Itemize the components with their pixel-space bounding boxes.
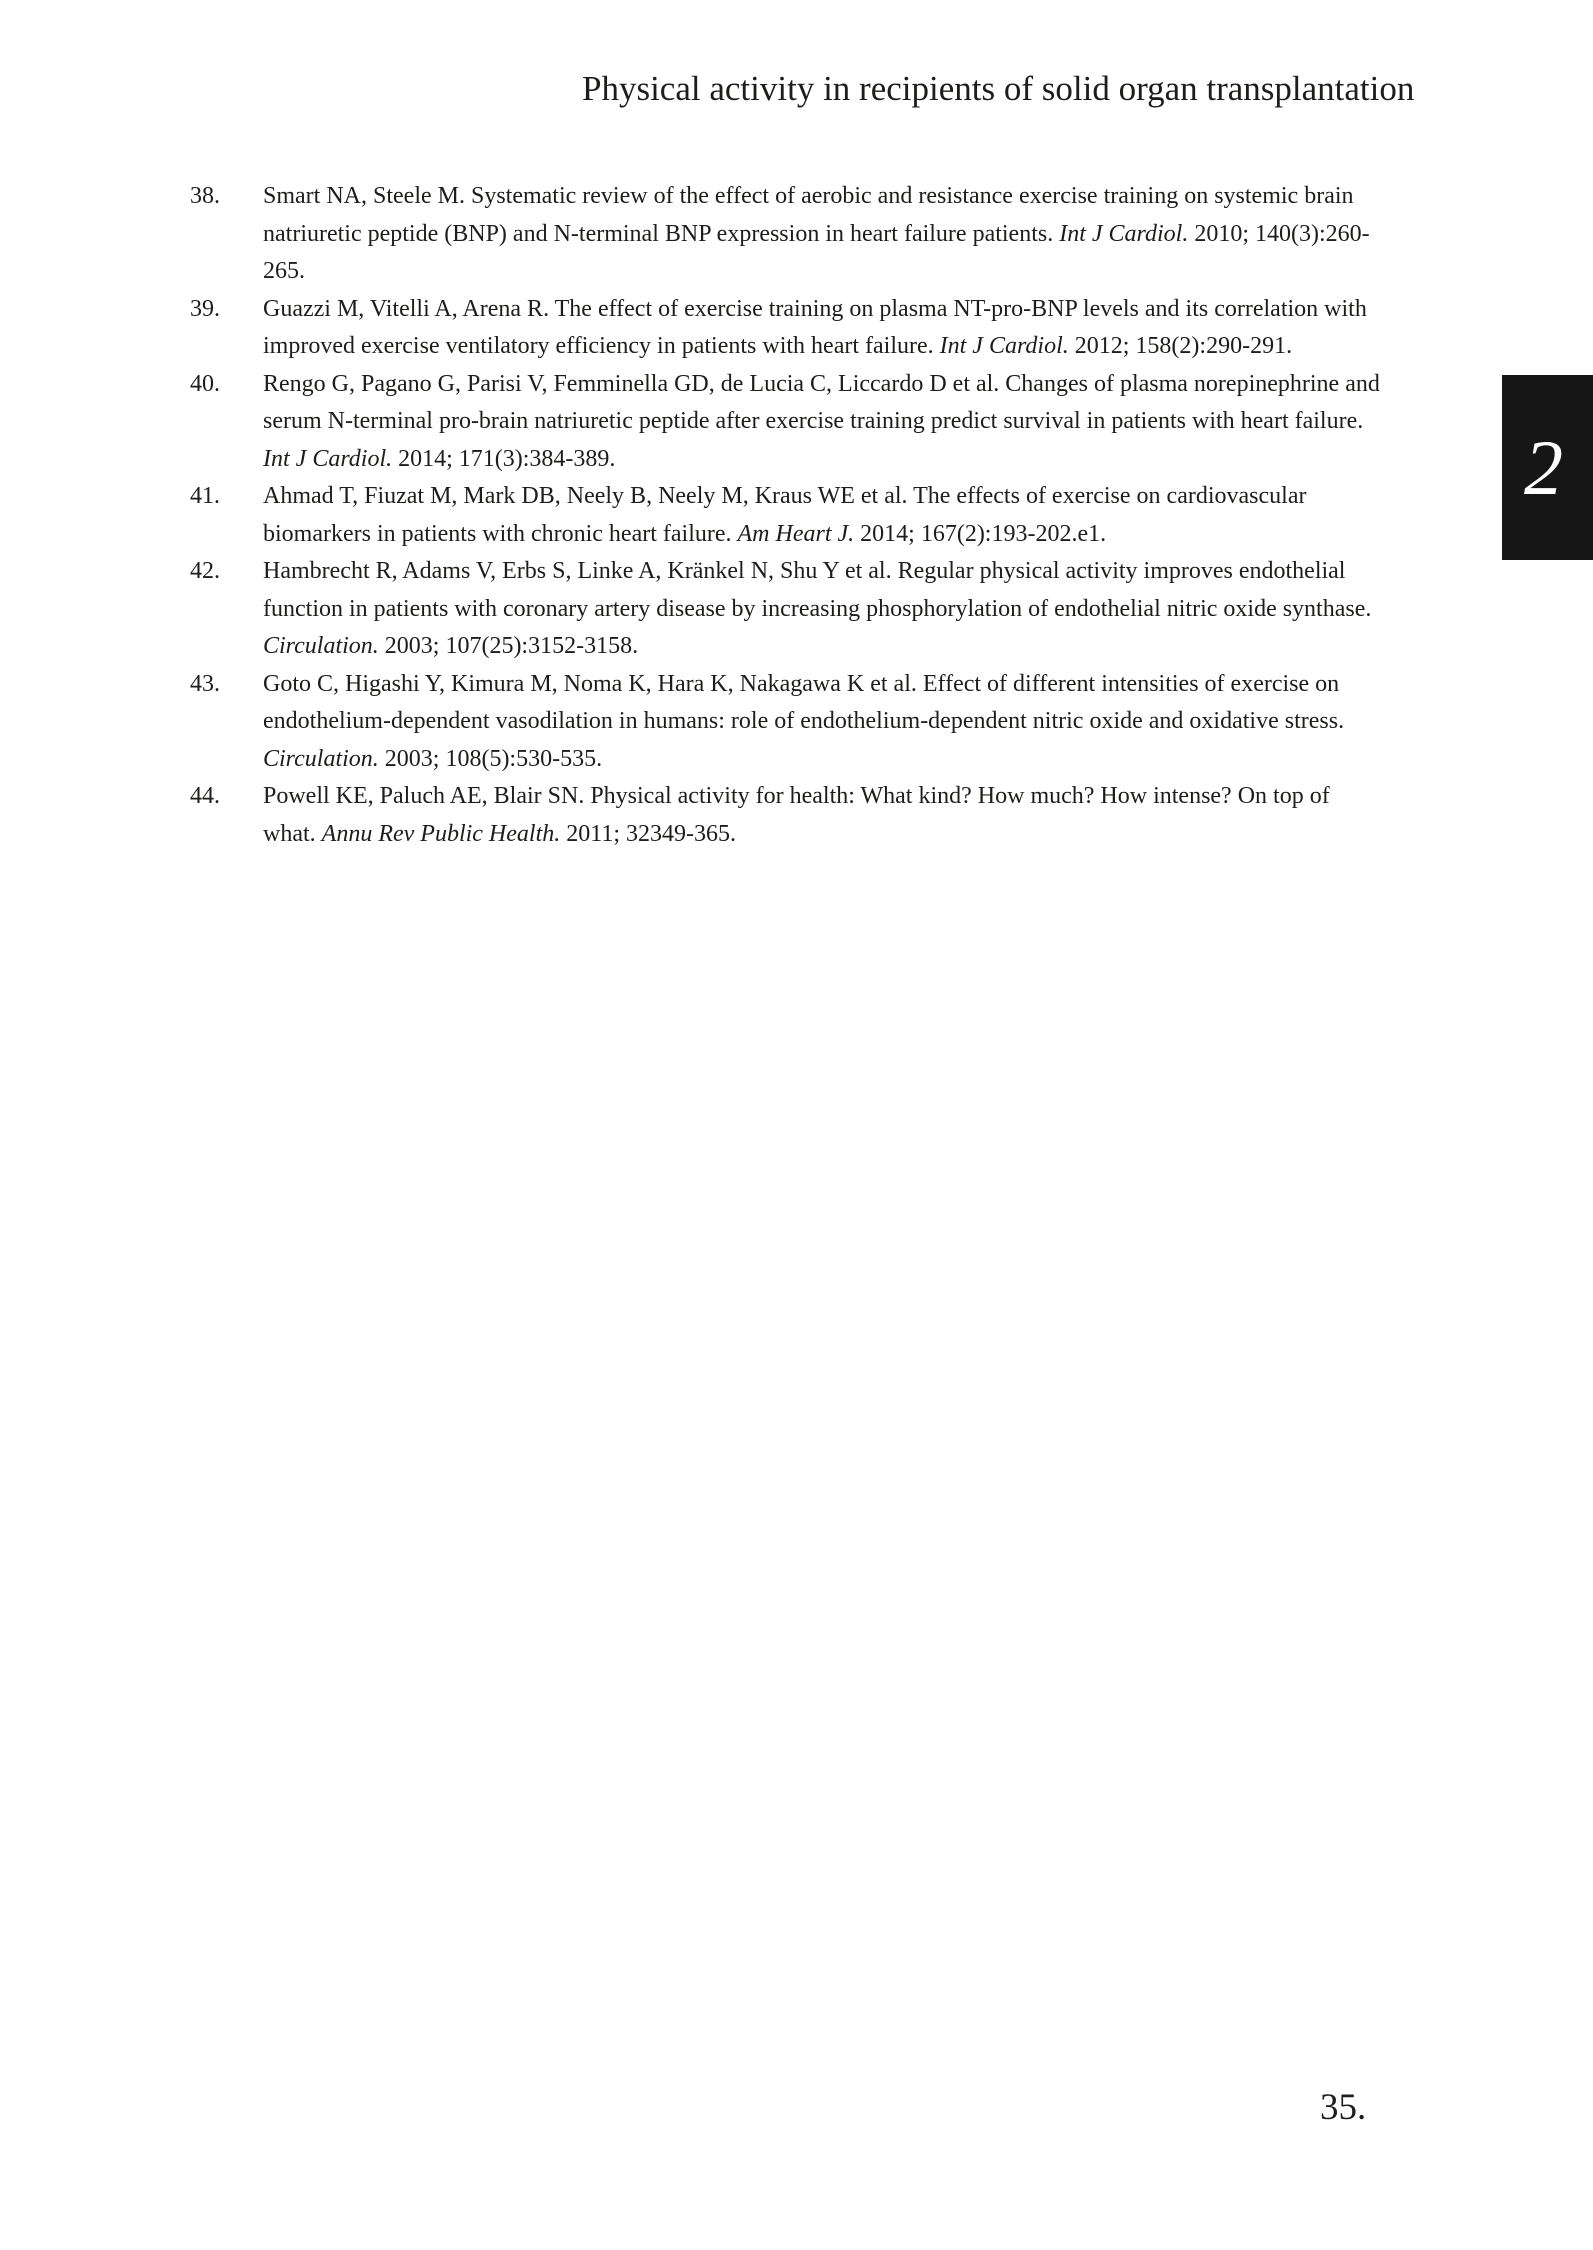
reference-text: Guazzi M, Vitelli A, Arena R. The effect of exercise training on plasma NT-pro-BNP levels and its correlation with improved exercise ventilatory efficiency in patients with heart failure. Int J Cardiol. 2012; 158(2):290-291.: [263, 295, 1367, 359]
reference-number: 38.: [190, 183, 220, 209]
reference-item: [190, 666, 1390, 779]
reference-item: [190, 478, 1390, 553]
reference-number: 43.: [190, 670, 220, 697]
reference-number: 44.: [190, 783, 220, 809]
running-header: Physical activity in recipients of solid organ transplantation: [582, 69, 1415, 108]
reference-text: Smart NA, Steele M. Systematic review of the effect of aerobic and resistance exercise training on systemic brain natriuretic peptide (BNP) and N-terminal BNP expression in heart failure patients. Int J Cardiol. 2010; 140(3):260-265.: [263, 183, 1370, 284]
reference-item: [190, 178, 1390, 291]
reference-number: 40.: [190, 370, 220, 397]
reference-text: Powell KE, Paluch AE, Blair SN. Physical activity for health: What kind? How much? How intense? On top of what. Annu Rev Public Health. 2011; 32349-365.: [263, 783, 1330, 847]
reference-number: 42.: [190, 558, 220, 584]
reference-item: [190, 553, 1390, 666]
chapter-number: 2: [1524, 423, 1563, 511]
reference-item: [190, 291, 1390, 366]
reference-text: Rengo G, Pagano G, Parisi V, Femminella GD, de Lucia C, Liccardo D et al. Changes of plasma norepinephrine and serum N-terminal pro-brain natriuretic peptide after exercise training predict survival in patients with heart failure. Int J Cardiol. 2014; 171(3):384-389.: [263, 370, 1380, 472]
reference-number: 39.: [190, 295, 220, 322]
reference-list: [190, 178, 1390, 853]
page-number: 35.: [1320, 2087, 1367, 2128]
reference-item: [190, 366, 1390, 479]
reference-text: Goto C, Higashi Y, Kimura M, Noma K, Hara K, Nakagawa K et al. Effect of different intensities of exercise on endothelium-dependent vasodilation in humans: role of endothelium-dependent nitric oxide and oxidative stress. Circulation. 2003; 108(5):530-535.: [263, 670, 1345, 772]
reference-text: Ahmad T, Fiuzat M, Mark DB, Neely B, Neely M, Kraus WE et al. The effects of exercise on cardiovascular biomarkers in patients with chronic heart failure. Am Heart J. 2014; 167(2):193-202.e1.: [263, 483, 1307, 547]
reference-number: 41.: [190, 483, 220, 509]
reference-text: Hambrecht R, Adams V, Erbs S, Linke A, Kränkel N, Shu Y et al. Regular physical activity improves endothelial function in patients with coronary artery disease by increasing phosphorylation of endothelial nitric oxide synthase. Circulation. 2003; 107(25):3152-3158.: [263, 558, 1372, 659]
chapter-tab: [1502, 375, 1593, 560]
reference-item: [190, 778, 1390, 853]
